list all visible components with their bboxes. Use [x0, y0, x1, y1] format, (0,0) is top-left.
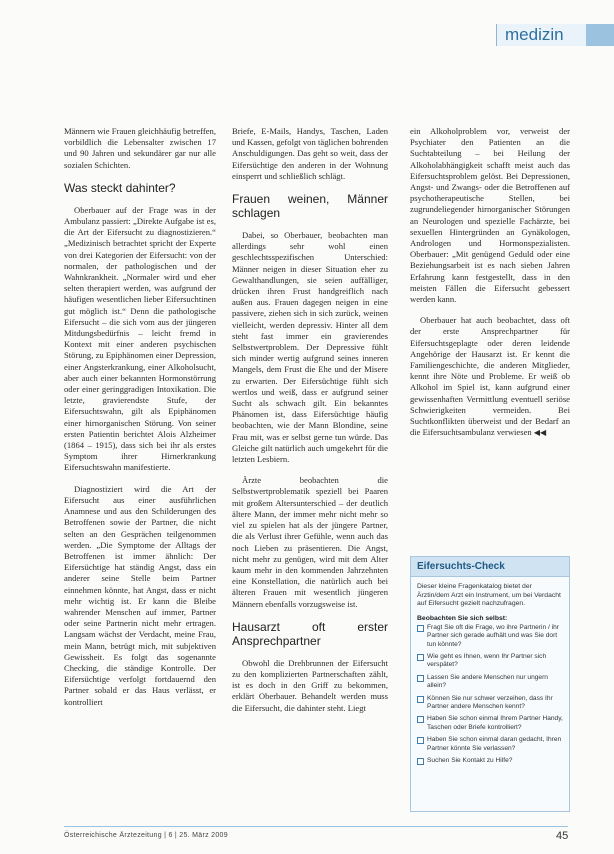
column-3	[410, 126, 570, 448]
paragraph: Briefe, E-Mails, Handys, Taschen, Laden und Kassen, gefolgt von täglichen bohrenden Anschuldigungen. Das geht so weit, dass der Eifersüchtige den anderen in der Wohnung einsperrt und schließlich schlägt.	[232, 126, 388, 181]
eifersuchts-check-box	[410, 556, 570, 812]
paragraph-text: Oberbauer hat auch beobachtet, dass oft der erste Ansprechpartner für Eifersuchtsgeplagte oder deren leidende Angehörige der Hausarzt ist. Er kennt die Familiengeschichte, die anderen Mitglieder, kennt ihre Nöte und Probleme. Er weiß ob Alkohol im Spiel ist, kann aufgrund einer gewissenhaften Vermittlung eventuell seriöse Schwierigkeiten vermeiden. Bei Suchtkonflikten überweist und der Bedarf an die Eifersuchtsambulanz verwiesen	[410, 315, 570, 438]
column-2	[232, 126, 388, 724]
checkbox-icon	[417, 737, 424, 744]
footer-publication: Österreichische Ärztezeitung | 6 | 25. März 2009	[64, 832, 228, 839]
paragraph: Oberbauer auf der Frage was in der Ambulanz passiert: „Direkte Aufgabe ist es, die Art der Eifersucht zu diagnostizieren.“ „Medizinisch betrachtet spricht der Experte von drei Kategorien der Eifersucht: von der normalen, der pathologischen und der Wahnkrankheit. „Normaler wird und eher selten therapiert werden, was aufgrund der häufigen wesentlichen lieber Eifersuchtinen gut möglich ist.“ Denn die pathologische Eifersucht – die sich vom aus der jüngeren Mitdungsbedürfnis – leicht fremd in Kontext mit einer anderen psychischen Störung, zu Epiphänomen einer Depression, einer Angsterkrankung, einer Alkoholsucht, aber auch einer bekannten Hormonstörrung oder einer geringgradigen Intoxikation. Die letzte, gravierendste Stufe, der Eifersuchtswahn, gilt als Epiphänomen einer hirnorganischen Störung. Von seiner ersten Patientin berichtet Alois Alzheimer (1864 – 1915), dass sich bei ihr als erstes Symptom ihrer Hirnerkrankung Eifersuchtswahn manifestierte.	[64, 204, 216, 473]
checklist-item: Fragt Sie oft die Frage, wo ihre Partnerin / ihr Partner sich gerade aufhält und was Sie dort tun könnte?	[417, 624, 563, 649]
checklist-item: Lassen Sie andere Menschen nur ungern allein?	[417, 674, 563, 691]
section-heading: Hausarzt oft erster Ansprechpartner	[232, 619, 388, 648]
checkbox-icon	[417, 716, 424, 723]
checklist-item: Wie geht es Ihnen, wenn Ihr Partner sich verspätet?	[417, 653, 563, 670]
footer-divider	[64, 826, 568, 827]
checkbox-icon	[417, 675, 424, 682]
box-title: Eifersuchts-Check	[411, 557, 569, 577]
paragraph: Männern wie Frauen gleichhäufig betreffen, vorbildlich die Lebensalter zwischen 17 und 90 Jahren und sekundärer gar nur alle sozialen Schichten.	[64, 126, 216, 170]
paragraph: Diagnostiziert wird die Art der Eifersucht aus einer ausführlichen Anamnese und aus den Schilderungen des Betroffenen sowie der Partner, die nicht selten an den Gesprächen teilgenommen werden. „Die Symptome der Alltags der Betroffenen ist immer ähnlich: Der Eifersüchtige hat ständig Angst, dass ein anderer seine Stelle beim Partner einnehmen könnte, hat Angst, dass er nicht mehr wichtig ist. Er kann die Bleibe wahrender Menschen auf immer, Partner oder seine Partnerin nicht mehr ertragen. Langsam wächst der Verdacht, meine Frau, mein Mann, betrügt mich, mit subjektiven Gewissheit. Es folgt das sogenannte Checking, die ständige Kontrolle. Der Eifersüchtige verfolgt fortdauernd den Partner sobald er das Haus verlässt, er kontrolliert	[64, 483, 216, 707]
checkbox-icon	[417, 625, 424, 632]
paragraph: Ärzte beobachten die Selbstwertproblematik speziell bei Paaren mit großem Altersunterschied – der deutlich ältere Mann, der immer mehr nicht mehr so viel zu spielen hat als der jüngere Partner, die als Verlust ihrer Gefühle, wenn auch das noch Lieben zu präsentieren. Die Angst, nicht mehr zu genügen, wird mit dem Alter kaum mehr in den kommenden Jahrzehnten eine Konstellation, die natürlich auch bei älteren Frauen mit wesentlich jüngeren Männern ebenfalls vorzugsweise ist.	[232, 475, 388, 609]
checklist-item: Haben Sie schon einmal daran gedacht, Ihren Partner könnte Sie verlassen?	[417, 736, 563, 753]
checklist-item: Suchen Sie Kontakt zu Hilfe?	[417, 757, 563, 765]
box-intro: Dieser kleine Fragenkatalog bietet der Ärztin/dem Arzt ein Instrument, um bei Verdacht auf Eifersucht gezielt nachzufragen.	[417, 583, 561, 608]
checkbox-icon	[417, 696, 424, 703]
checklist	[411, 624, 569, 766]
paragraph: Dabei, so Oberbauer, beobachten man allerdings sehr wohl einen geschlechtsspezifischen Unterschied: Männer neigen in dieser Situation eher zu Gewalthandlungen, sie seien auffälliger, drücken ihren Frust handgreiflich nach außen aus. Frauen dagegen neigen in eine passivere, ziehen sich in sich zurück, weinen vielleicht, werden depressiv. Hinter all dem steht fast immer ein gravierendes Selbstwertproblem. Der Depressive fühlt sich minder wertig aufgrund seines inneren Mangels, dem Frust die Ehe und der Misere zu erwarten. Der Eifersüchtige fühlt sich wertlos und weiß, dass er aufgrund seiner Sucht als schwach gilt. Ein bekanntes Phänomen ist, dass Eifersüchtige häufig beobachten, wie der Mann Blondine, seine Frau mit, was er selbst gerne tun würde. Das Gleiche gilt natürlich auch umgekehrt für die letzten Lesbiern.	[232, 230, 388, 465]
paragraph: ein Alkoholproblem vor, verweist der Psychiater den Patienten an die Suchtabteilung – bei Heilung der Alkoholabhängigkeit schafft meist auch das Eifersuchtsproblem gelöst. Bei Depressionen, Angst- und Zwangs- oder die Betroffenen auf psychotherapeutische Stellen, bei zugrundeliegender hirnorganischer Störungen an Neurologen und spezielle Fachärzte, bei sexuellen Hintergründen an Gynäkologen, Andrologen und Hormonspezialisten. Oberbauer: „Mit genügend Geduld oder eine Beziehungsarbeit ist es nach sieben Jahren Erfahrung kann festgestellt, dass in den meisten Fällen die Eifersucht gebessert werden kann.	[410, 126, 570, 305]
section-heading: Frauen weinen, Männer schlagen	[232, 192, 388, 221]
column-1	[64, 126, 216, 718]
checkbox-icon	[417, 654, 424, 661]
box-subheading: Beobachten Sie sich selbst:	[417, 614, 508, 622]
section-label: medizin	[496, 24, 586, 46]
section-heading: Was steckt dahinter?	[64, 180, 176, 195]
page-number: 45	[556, 830, 569, 842]
checklist-item: Haben Sie schon einmal Ihrem Partner Handy, Taschen oder Briefe kontrolliert?	[417, 715, 563, 732]
article-end-icon: ◀◀	[533, 428, 547, 438]
checkbox-icon	[417, 758, 424, 765]
checklist-item: Können Sie nur schwer verzeihen, dass Ihr Partner andere Menschen kennt?	[417, 695, 563, 712]
paragraph	[410, 315, 570, 438]
paragraph: Obwohl die Drehbrunnen der Eifersucht zu den komplizierten Partnerschaften zählt, ist es doch in den Griff zu bekommen, erklärt Oberbauer. Behandelt werden muss die Eifersucht, die dahinter steht. Liegt	[232, 657, 388, 713]
